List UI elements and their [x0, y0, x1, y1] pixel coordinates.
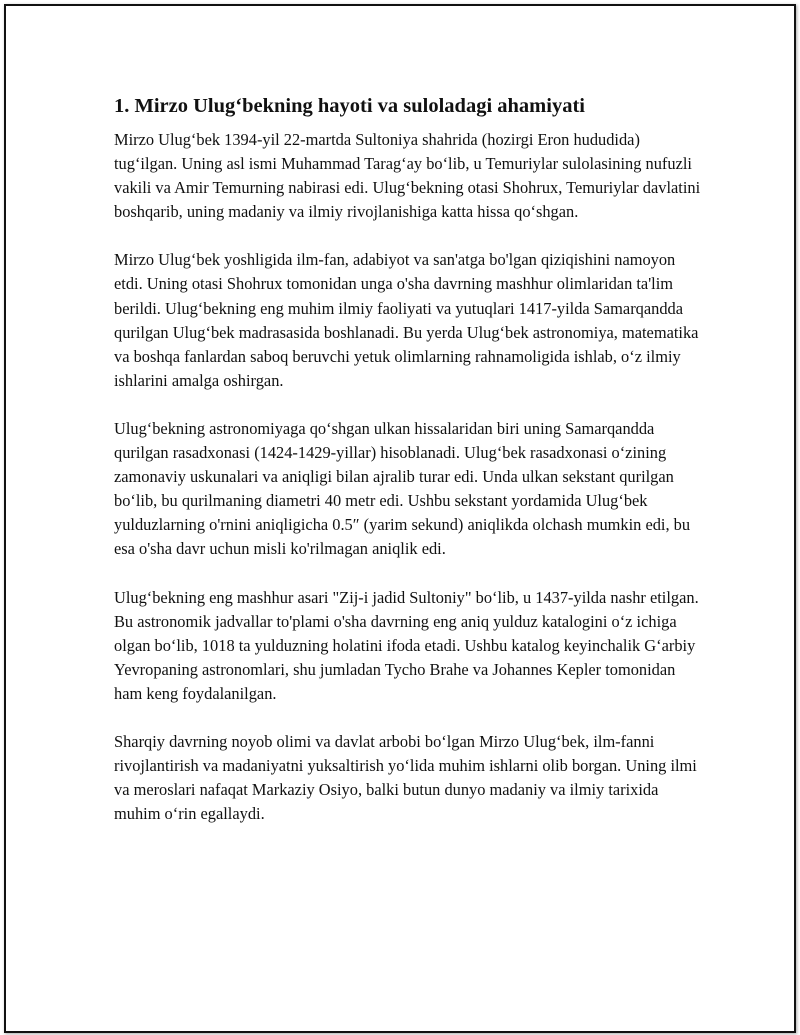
paragraph-legacy: Sharqiy davrning noyob olimi va davlat arbobi bo‘lgan Mirzo Ulug‘bek, ilm-fanni rivojlantirish va madaniyatni yuksaltirish yo‘lida muhim ishlarni olib borgan. Uning ilmi va meroslari nafaqat Markaziy Osiyo, balki butun dunyo madaniy va ilmiy tarixida muhim o‘rin egallaydi.: [114, 731, 697, 824]
section-title: 1. Mirzo Ulug‘bekning hayoti va suloladagi ahamiyati: [114, 95, 585, 117]
paragraph-birth: Mirzo Ulug‘bek 1394-yil 22-martda Sultoniya shahrida (hozirgi Eron hududida) tug‘ilgan. Uning asl ismi Muhammad Tarag‘ay bo‘lib, u Temuriylar sulolasining nufuzli vakili va Amir Temurning nabirasi edi. Ulug‘bekning otasi Shohrux, Temuriylar davlatini boshqarib, uning madaniy va ilmiy rivojlanishiga katta hissa qo‘shgan.: [114, 130, 701, 222]
paragraph-observatory: Ulug‘bekning astronomiyaga qo‘shgan ulkan hissalaridan biri uning Samarqandda qurilgan rasadxonasi (1424-1429-yillar) hisoblanadi. Ulug‘bek rasadxonasi o‘zining zamonaviy uskunalari va aniqligi bilan ajralib turar edi. Unda ulkan sekstant qurilgan bo‘lib, bu qurilmaning diametri 40 metr edi. Ushbu sekstant yordamida Ulug‘bek yulduzlarning o'rnini aniqligicha 0.5″ (yarim sekund) aniqlikda olchash mumkin edi, bu esa o'sha davr uchun misli ko'rilmagan aniqlik edi.: [114, 418, 691, 559]
paragraph-zij: Ulug‘bekning eng mashhur asari "Zij-i jadid Sultoniy" bo‘lib, u 1437-yilda nashr etilgan. Bu astronomik jadvallar to'plami o'sha davrning eng aniq yulduz katalogini o‘z ichiga olgan bo‘lib, 1018 ta yulduzning holatini ifoda etadi. Ushbu katalog keyinchalik G‘arbiy Yevropaning astronomlari, shu jumladan Tycho Brahe va Johannes Kepler tomonidan ham keng foydalanilgan.: [114, 587, 699, 703]
document-body: [114, 92, 704, 826]
paragraph-education: Mirzo Ulug‘bek yoshligida ilm-fan, adabiyot va san'atga bo'lgan qiziqishini namoyon etdi. Uning otasi Shohrux tomonidan unga o'sha davrning mashhur olimlaridan ta'lim berildi. Ulug‘bekning eng muhim ilmiy faoliyati va yutuqlari 1417-yilda Samarqandda qurilgan Ulug‘bek madrasasida boshlanadi. Bu yerda Ulug‘bek astronomiya, matematika va boshqa fanlardan saboq beruvchi yetuk olimlarning rahnamoligida ishlab, o‘z ilmiy ishlarini amalga oshirgan.: [114, 250, 699, 390]
